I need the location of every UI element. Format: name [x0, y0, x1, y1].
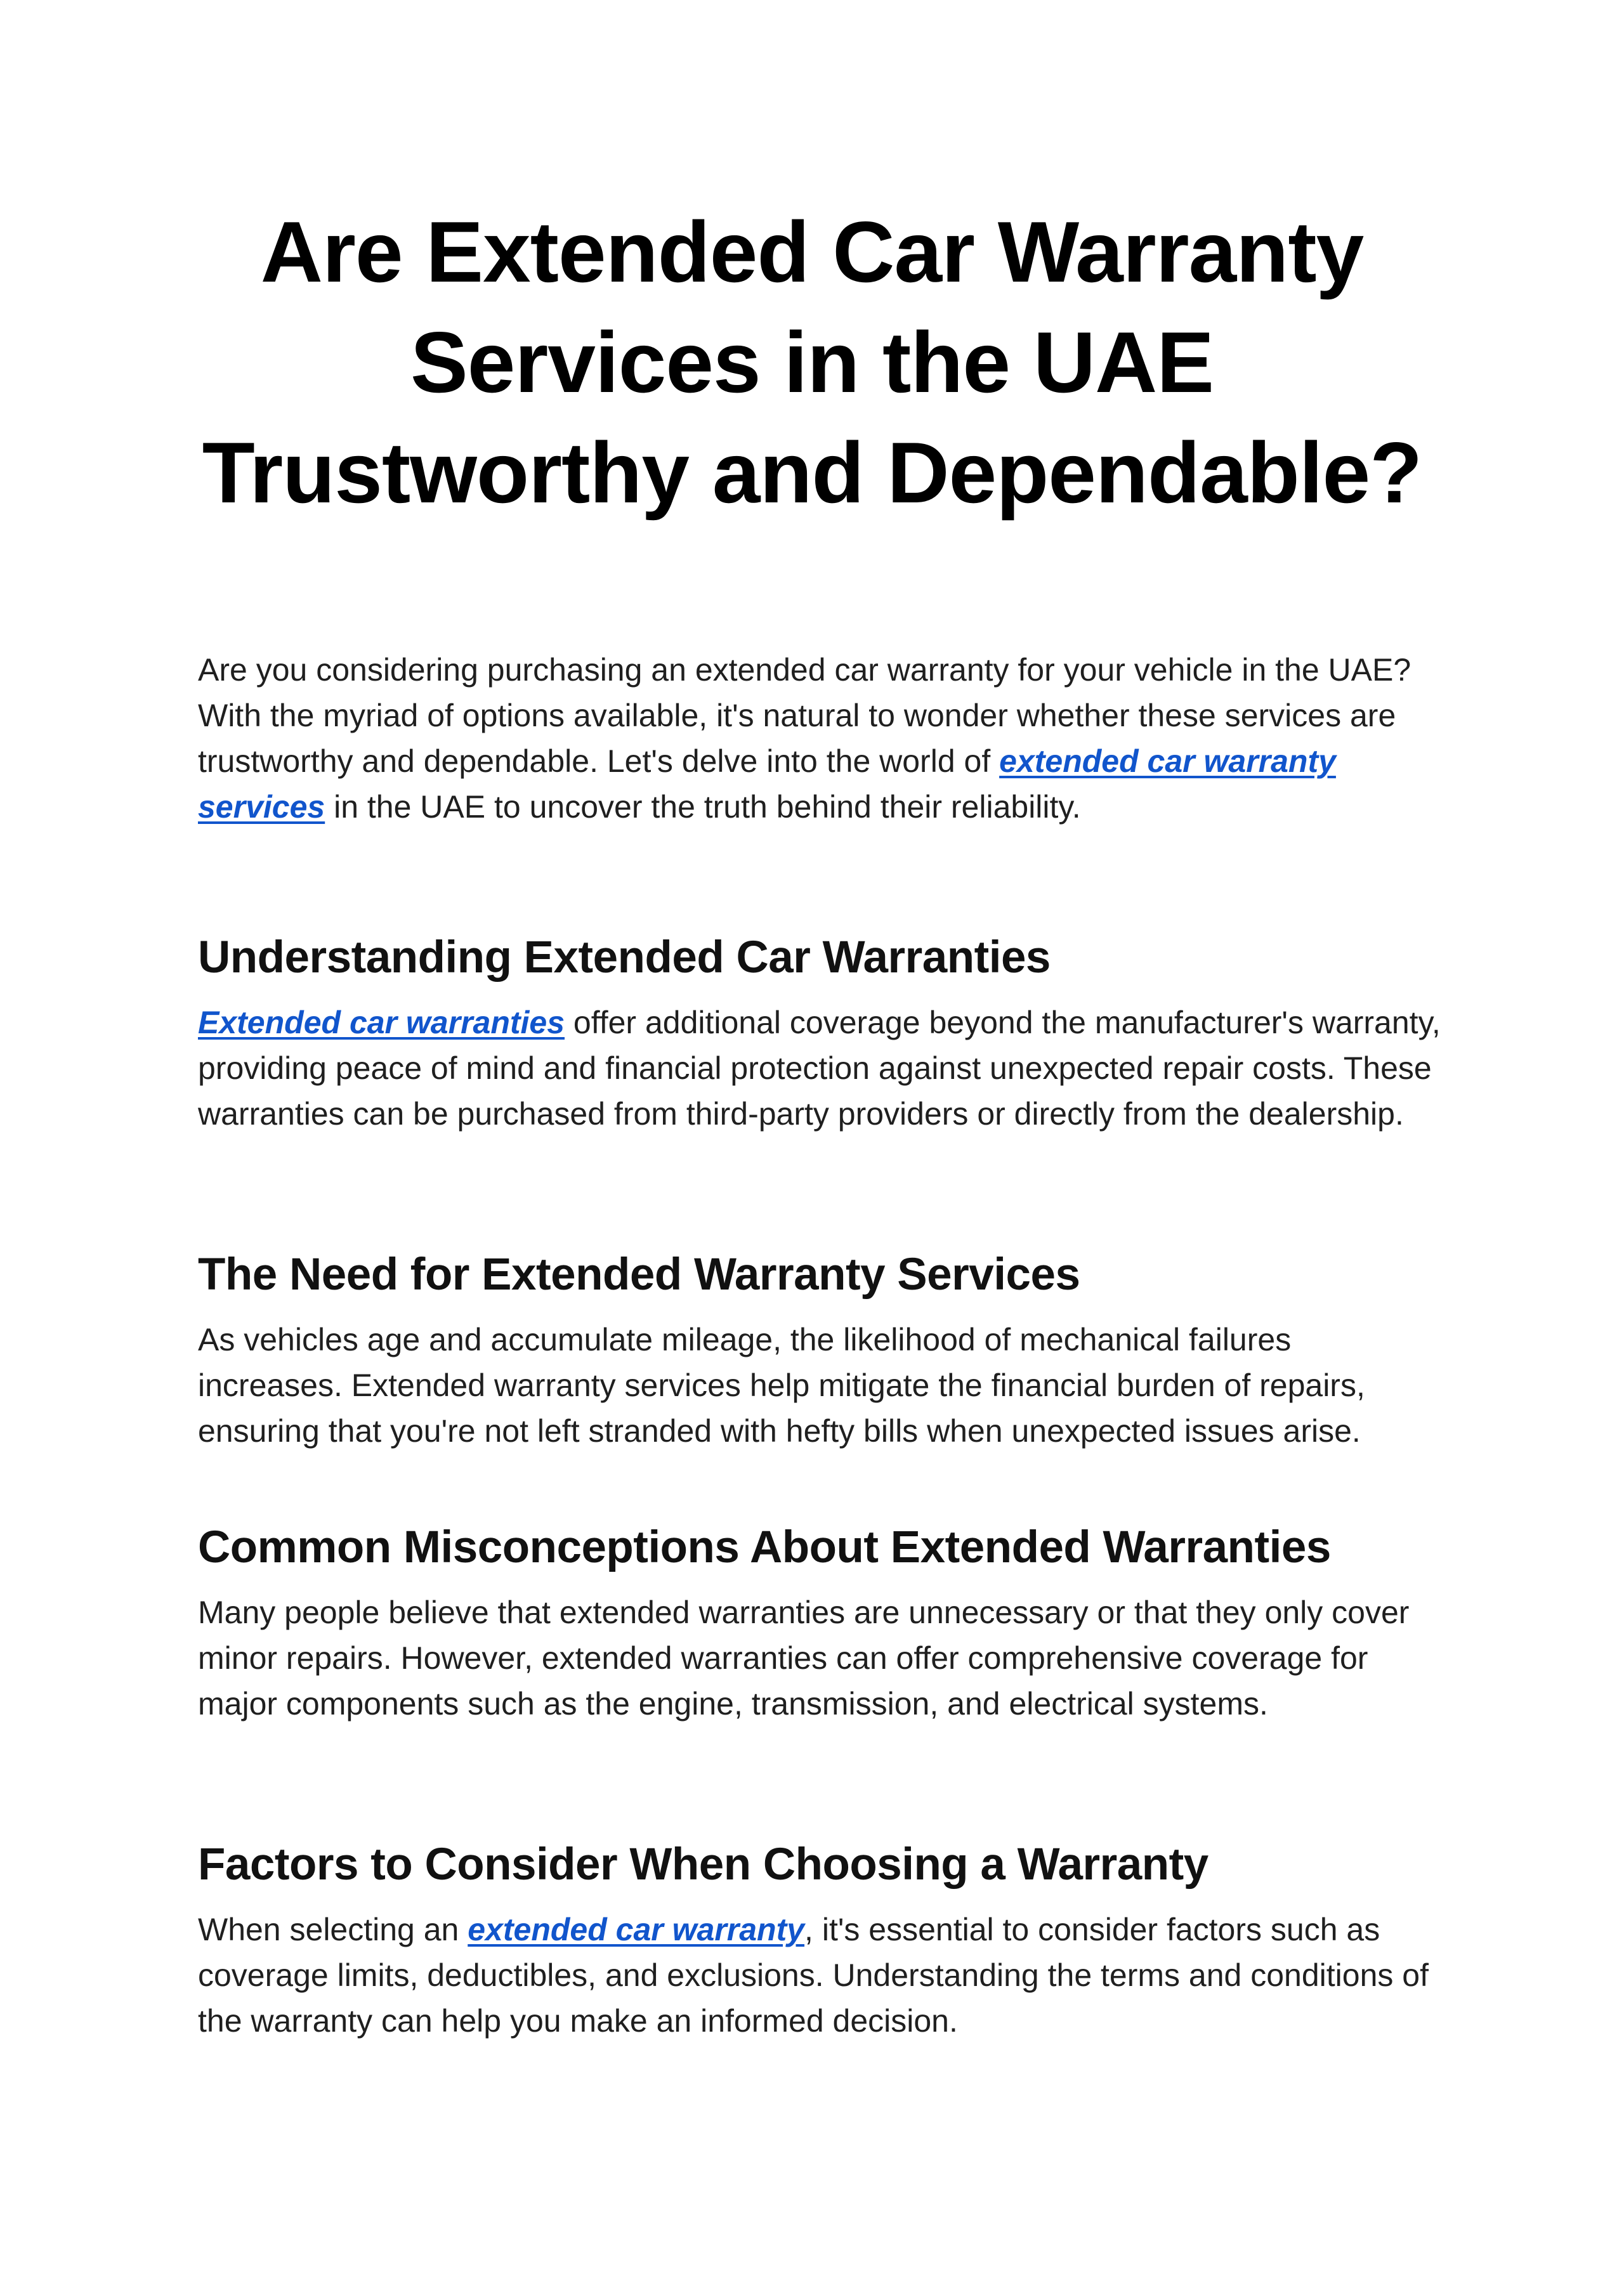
section-body-text-before-link: When selecting an [198, 1912, 468, 1947]
page-title: Are Extended Car Warranty Services in the UAE Trustworthy and Dependable? [202, 204, 1422, 521]
section-body: Many people believe that extended warranties are unnecessary or that they only cover minor repairs. However, extended warranties can offer comprehensive coverage for major components such as the engine, transmission, and electrical systems. [198, 1595, 1410, 1721]
extended-car-warranties-link[interactable]: Extended car warranties [198, 1005, 565, 1040]
extended-car-warranty-services-link[interactable]: extended car warranty services [198, 743, 1336, 825]
section-body: As vehicles age and accumulate mileage, the likelihood of mechanical failures increases. Extended warranty services help mitigate the financial burden of repairs, ensuring that you're not left stranded with hefty bills when unexpected issues arise. [198, 1322, 1365, 1449]
section-body-text: offer additional coverage beyond the manufacturer's warranty, providing peace of mind and financial protection against unexpected repair costs. These warranties can be purchased from third-party providers or directly from the dealership. [198, 1005, 1441, 1132]
intro-text-after-link: in the UAE to uncover the truth behind their reliability. [325, 789, 1081, 825]
section-misconceptions [198, 1516, 1441, 1727]
section-understanding [198, 926, 1441, 1137]
section-heading: Understanding Extended Car Warranties [198, 932, 1051, 983]
section-heading: The Need for Extended Warranty Services [198, 1250, 1080, 1300]
section-body [198, 1907, 1441, 2044]
section-body-text-after-link: , it's essential to consider factors such as coverage limits, deductibles, and exclusions. Understanding the terms and conditions of the warranty can help you make an informed decision. [198, 1912, 1429, 2039]
section-heading: Common Misconceptions About Extended Warranties [198, 1522, 1331, 1572]
section-heading: Factors to Consider When Choosing a Warranty [198, 1839, 1208, 1890]
section-need [198, 1243, 1441, 1454]
section-body [198, 1000, 1441, 1137]
intro-paragraph [198, 647, 1435, 830]
extended-car-warranty-link[interactable]: extended car warranty [468, 1912, 805, 1947]
intro-text-before-link: Are you considering purchasing an extended car warranty for your vehicle in the UAE? With the myriad of options available, it's natural to wonder whether these services are trustworthy and dependable. Let's delve into the world of [198, 652, 1411, 779]
section-factors [198, 1833, 1441, 2044]
